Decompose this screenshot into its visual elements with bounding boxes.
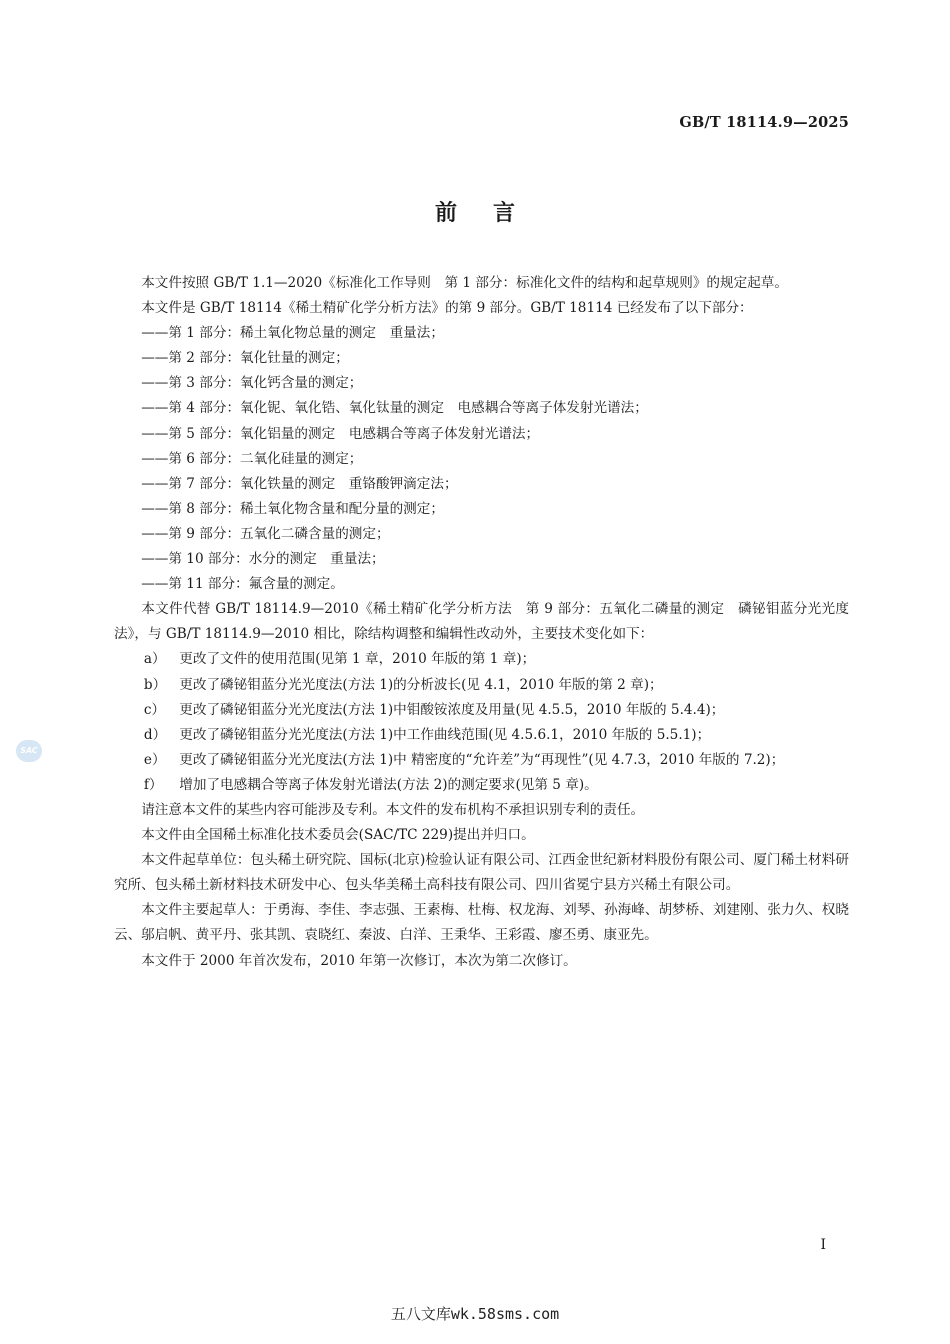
change-list-item [114, 748, 849, 773]
change-text: 更改了文件的使用范围(见第 1 章，2010 年版的第 1 章)； [179, 651, 536, 668]
change-marker: a） [143, 651, 166, 668]
page-number: I [820, 1237, 826, 1253]
part-list-item: ——第 5 部分：氧化铝量的测定 电感耦合等离子体发射光谱法； [141, 425, 540, 442]
part-list-item: ——第 3 部分：氧化钙含量的测定； [141, 375, 363, 392]
part-list-item: ——第 2 部分：氧化钍量的测定； [141, 350, 349, 367]
part-list-item: ——第 9 部分：五氧化二磷含量的测定； [141, 525, 390, 542]
part-list-item: ——第 4 部分：氧化铌、氧化锆、氧化钛量的测定 电感耦合等离子体发射光谱法； [141, 400, 648, 417]
part-list-item: ——第 1 部分：稀土氧化物总量的测定 重量法； [141, 325, 444, 342]
foreword-body [114, 271, 849, 974]
part-list-item: ——第 7 部分：氧化铁量的测定 重铬酸钾滴定法； [141, 475, 458, 492]
page-title: 前言 [434, 201, 551, 226]
intro-paragraph-series: 本文件是 GB/T 18114《稀土精矿化学分析方法》的第 9 部分。GB/T 18114 已经发布了以下部分： [141, 300, 753, 317]
change-text: 更改了磷铋钼蓝分光光度法(方法 1)中工作曲线范围(见 4.5.6.1，2010 年版的 5.5.1)； [179, 726, 711, 743]
part-list-item: ——第 10 部分：水分的测定 重量法； [141, 551, 385, 568]
part-list-item: ——第 8 部分：稀土氧化物含量和配分量的测定； [141, 500, 444, 517]
replacement-paragraph: 本文件代替 GB/T 18114.9—2010《稀土精矿化学分析方法 第 9 部分：五氧化二磷量的测定 磷铋钼蓝分光光度法》，与 GB/T 18114.9—2010 相比，除结构调整和编辑性改动外，主要技术变化如下： [114, 601, 849, 643]
history-paragraph: 本文件于 2000 年首次发布，2010 年第一次修订，本次为第二次修订。 [141, 952, 577, 969]
change-text: 更改了磷铋钼蓝分光光度法(方法 1)中 精密度的“允许差”为“再现性”(见 4.7.3，2010 年版的 7.2)； [179, 751, 785, 768]
change-list-item [114, 673, 849, 698]
change-marker: d） [143, 726, 167, 743]
part-list-item: ——第 11 部分：氟含量的测定。 [141, 576, 344, 593]
drafting-units-paragraph: 本文件起草单位：包头稀土研究院、国标(北京)检验认证有限公司、江西金世纪新材料股份有限公司、厦门稀土材料研究所、包头稀土新材料技术研发中心、包头华美稀土高科技有限公司、四川省冕宁县方兴稀土有限公司。 [114, 852, 849, 894]
change-text: 更改了磷铋钼蓝分光光度法(方法 1)的分析波长(见 4.1，2010 年版的第 2 章)； [179, 676, 663, 693]
change-text: 更改了磷铋钼蓝分光光度法(方法 1)中钼酸铵浓度及用量(见 4.5.5，2010 年版的 5.4.4)； [179, 701, 725, 718]
site-footer-watermark[interactable]: 五八文库wk.58sms.com [390, 1305, 560, 1323]
change-list-item [114, 723, 849, 748]
change-list-item [114, 773, 849, 798]
change-marker: e） [143, 751, 166, 768]
committee-paragraph: 本文件由全国稀土标准化技术委员会(SAC/TC 229)提出并归口。 [141, 827, 535, 844]
intro-paragraph-drafting-rules: 本文件按照 GB/T 1.1—2020《标准化工作导则 第 1 部分：标准化文件的结构和起草规则》的规定起草。 [141, 275, 788, 291]
standard-code: GB/T 18114.9—2025 [679, 114, 849, 131]
sac-watermark-logo: SAC [16, 740, 42, 762]
part-list-item: ——第 6 部分：二氧化硅量的测定； [141, 450, 363, 467]
change-marker: b） [143, 676, 167, 693]
change-list-item [114, 698, 849, 723]
drafters-paragraph: 本文件主要起草人：于勇海、李佳、李志强、王素梅、杜梅、权龙海、刘琴、孙海峰、胡梦桥、刘建刚、张力久、权晓云、邬启帆、黄平丹、张其凯、袁晓红、秦波、白洋、王秉华、王彩霞、廖丕勇、康亚先。 [114, 902, 849, 944]
change-marker: f） [143, 776, 163, 793]
patent-notice-paragraph: 请注意本文件的某些内容可能涉及专利。本文件的发布机构不承担识别专利的责任。 [141, 801, 645, 818]
change-list-item [114, 647, 849, 672]
change-text: 增加了电感耦合等离子体发射光谱法(方法 2)的测定要求(见第 5 章)。 [179, 776, 598, 793]
change-marker: c） [143, 701, 166, 718]
